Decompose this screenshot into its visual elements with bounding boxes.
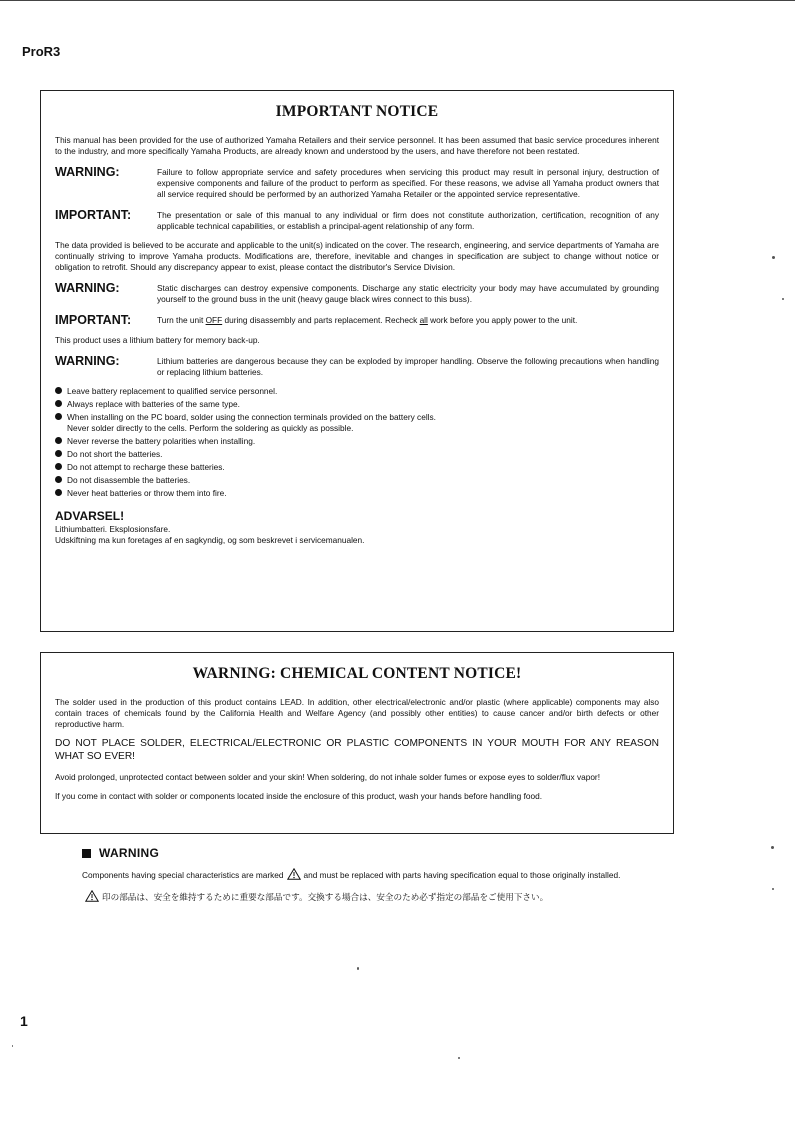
chemical-paragraph-1: The solder used in the production of this product contains LEAD. In addition, other electrical/electronic and/or plastic (where applicable) components may also contain traces of chemicals found by the California Health and Welfare Agency (and possibly other entities) to cause cancer and/or birth defects or other reproductive harm.	[55, 697, 659, 729]
advarsel-title: ADVARSEL!	[55, 509, 125, 523]
text-segment: and must be replaced with parts having specification equal to those originally installed.	[303, 870, 621, 880]
list-item: Never heat batteries or throw them into fire.	[55, 488, 659, 499]
important-text: The presentation or sale of this manual to any individual or firm does not constitute authorization, certification, recognition of any applicable technical capabilities, or establish a principal-agent relationship of any form.	[157, 210, 659, 231]
bullet-icon	[55, 413, 67, 421]
scan-speck	[772, 256, 775, 259]
list-item: Leave battery replacement to qualified service personnel.	[55, 386, 659, 397]
warning-paragraph	[82, 868, 657, 881]
list-item: Never reverse the battery polarities when installing.	[55, 436, 659, 447]
advarsel-line-1: Lithiumbatteri. Eksplosionsfare.	[55, 524, 171, 534]
text-segment: work before you apply power to the unit.	[427, 315, 578, 325]
underlined-all: all	[419, 315, 428, 325]
japanese-text: 印の部品は、安全を維持するために重要な部品です。交換する場合は、安全のため必ず指定の部品をご使用下さい。	[102, 893, 549, 903]
page-number: 1	[20, 1013, 28, 1029]
important-notice-box	[40, 90, 674, 632]
square-bullet-icon	[82, 849, 91, 858]
advarsel-line-2: Udskiftning ma kun foretages af en sagkyndig, og som beskrevet i servicemanualen.	[55, 534, 365, 545]
list-item: Do not disassemble the batteries.	[55, 475, 659, 486]
chemical-paragraph-2: DO NOT PLACE SOLDER, ELECTRICAL/ELECTRONIC OR PLASTIC COMPONENTS IN YOUR MOUTH FOR ANY REASON WHAT SO EVER!	[55, 738, 659, 762]
bullet-icon	[55, 476, 67, 484]
important-text	[157, 313, 659, 327]
list-item	[55, 412, 659, 434]
battery-line: This product uses a lithium battery for memory back-up.	[55, 335, 260, 345]
intro-paragraph: This manual has been provided for the use of authorized Yamaha Retailers and their service personnel. It has been assumed that basic service procedures inherent to the industry, and more specifically Yamaha Products, are already known and understood by the users, and have therefore not been restated.	[55, 135, 659, 156]
scan-speck	[357, 967, 359, 970]
warning-label: WARNING:	[55, 354, 120, 368]
text-segment: during disassembly and parts replacement. Recheck	[222, 315, 420, 325]
chemical-notice-box	[40, 652, 674, 834]
chemical-paragraph-3: Avoid prolonged, unprotected contact between solder and your skin! When soldering, do not inhale solder fumes or expose eyes to solder/flux vapor!	[55, 772, 601, 782]
bullet-icon	[55, 387, 67, 395]
bullet-text-line: When installing on the PC board, solder using the connection terminals provided on the battery cells.	[67, 412, 436, 422]
important-row-1	[55, 208, 659, 232]
warning-row-2	[55, 281, 659, 305]
bullet-icon	[55, 400, 67, 408]
text-segment: Turn the unit	[157, 315, 206, 325]
text-segment: Components having special characteristics are marked	[82, 870, 284, 880]
warning-row-1	[55, 165, 659, 200]
warning-heading	[82, 846, 657, 860]
warning-triangle-icon	[85, 890, 99, 902]
data-paragraph: The data provided is believed to be accurate and applicable to the unit(s) indicated on the cover. The research, engineering, and service departments of Yamaha are continually striving to improve Yamaha products. Modifications are, therefore, inevitable and changes in specification are subject to change without notice or obligation to retrofit. Should any discrepancy appear to exist, please contact the distributor's Service Division.	[55, 240, 659, 272]
japanese-warning	[82, 890, 657, 904]
scan-speck	[771, 846, 774, 849]
bullet-icon	[55, 463, 67, 471]
top-rule	[0, 0, 795, 1]
scan-speck	[12, 1045, 13, 1047]
warning-section	[82, 846, 657, 904]
important-row-2	[55, 313, 659, 327]
warning-label: WARNING:	[55, 281, 120, 295]
bullet-icon	[55, 489, 67, 497]
warning-title: WARNING	[99, 846, 160, 860]
important-notice-title: IMPORTANT NOTICE	[275, 103, 439, 120]
warning-text: Lithium batteries are dangerous because they can be exploded by improper handling. Observe the following precautions when handling or replacing lithium batteries.	[157, 356, 659, 377]
model-header: ProR3	[22, 44, 61, 59]
scan-speck	[772, 888, 774, 890]
scan-speck	[782, 298, 784, 300]
list-item: Always replace with batteries of the same type.	[55, 399, 659, 410]
list-item: Do not attempt to recharge these batteries.	[55, 462, 659, 473]
important-label: IMPORTANT:	[55, 208, 132, 222]
battery-precautions-list	[55, 386, 659, 499]
warning-row-3	[55, 354, 659, 378]
scan-speck	[458, 1057, 460, 1059]
warning-text: Static discharges can destroy expensive components. Discharge any static electricity your body may have accumulated by grounding yourself to the ground buss in the unit (heavy gauge black wires connect to this buss).	[157, 283, 659, 304]
warning-triangle-icon	[287, 868, 301, 880]
warning-label: WARNING:	[55, 165, 120, 179]
bullet-continuation: Never solder directly to the cells. Perform the soldering as quickly as possible.	[67, 423, 354, 433]
list-item: Do not short the batteries.	[55, 449, 659, 460]
chemical-paragraph-4: If you come in contact with solder or components located inside the enclosure of this product, wash your hands before handling food.	[55, 791, 543, 801]
bullet-icon	[55, 437, 67, 445]
important-label: IMPORTANT:	[55, 313, 132, 327]
warning-text: Failure to follow appropriate service and safety procedures when servicing this product may result in personal injury, destruction of expensive components and failure of the product to perform as specified. For these reasons, we advise all Yamaha product owners that all service required should be performed by an authorized Yamaha Retailer or the appointed service representative.	[157, 167, 659, 199]
bullet-icon	[55, 450, 67, 458]
chemical-notice-title: WARNING: CHEMICAL CONTENT NOTICE!	[192, 665, 522, 682]
underlined-off: OFF	[205, 315, 223, 325]
